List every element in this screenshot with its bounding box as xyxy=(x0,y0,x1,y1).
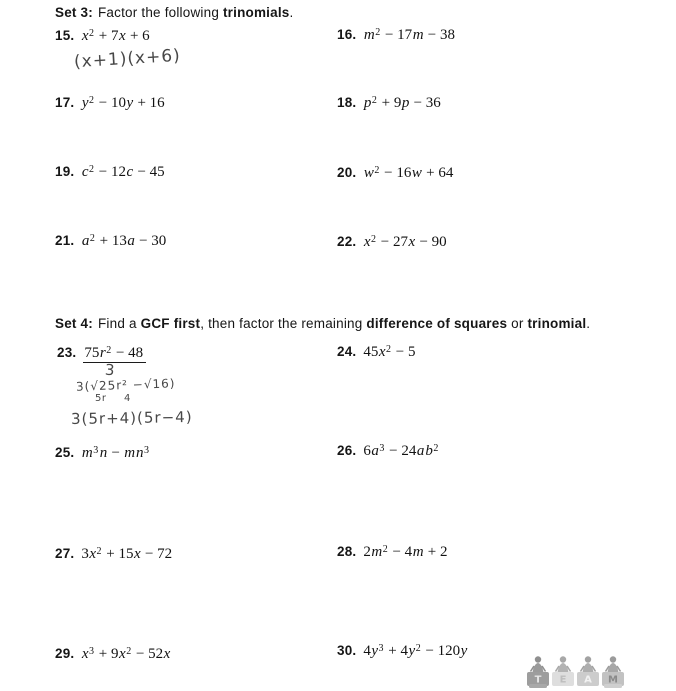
problem-number: 28. xyxy=(337,544,357,559)
problem-number: 16. xyxy=(337,27,357,42)
problem-expression: $y^2 - 10y + 16$ xyxy=(81,95,165,111)
clipart-piece-1 xyxy=(527,656,549,688)
problem-number: 26. xyxy=(337,443,357,458)
problem-number: 29. xyxy=(55,646,75,661)
clipart-piece-4 xyxy=(602,656,624,688)
problem-27 xyxy=(55,545,172,563)
set3-instruction: Factor the following xyxy=(97,5,223,20)
problem-number: 20. xyxy=(337,165,357,180)
set3-header xyxy=(55,5,293,20)
problem-number: 30. xyxy=(337,643,357,658)
problem-21 xyxy=(55,232,166,250)
problem-28 xyxy=(337,543,448,561)
problem-expression: $2m^2 - 4m + 2$ xyxy=(363,544,448,560)
problem-number: 22. xyxy=(337,234,357,249)
problem-number: 15. xyxy=(55,28,75,43)
problem-24 xyxy=(337,343,416,361)
handwritten-step1-23: 3(√25r² −√16) xyxy=(75,376,176,394)
set4-keyword-gcf: GCF first xyxy=(140,316,201,331)
clipart-letter: A xyxy=(584,674,592,686)
problem-26 xyxy=(337,442,439,460)
clipart-piece-3 xyxy=(577,656,599,686)
handwritten-root-left-23: 5r xyxy=(95,393,107,404)
problem-22 xyxy=(337,233,447,251)
set4-keyword-trinomial: trinomial xyxy=(527,316,587,331)
problem-15 xyxy=(55,27,150,45)
problem-expression: $a^2 + 13a - 30$ xyxy=(81,233,167,249)
problem-expression: $x^2 + 7x + 6$ xyxy=(81,28,150,44)
team-clipart xyxy=(526,651,628,691)
set3-period: . xyxy=(289,5,294,20)
problem-number: 19. xyxy=(55,164,75,179)
problem-expression: $4y^3 + 4y^2 - 120y$ xyxy=(363,643,468,659)
handwritten-answer-15: (x+1)(x+6) xyxy=(73,45,182,73)
problem-expression: $x^3 + 9x^2 - 52x$ xyxy=(81,646,171,662)
problem-17 xyxy=(55,94,165,112)
problem-23 xyxy=(57,344,146,362)
set4-instruction-2: , then factor the remaining xyxy=(200,316,367,331)
problem-30 xyxy=(337,642,468,660)
set4-period: . xyxy=(586,316,591,331)
problem-18 xyxy=(337,94,441,112)
clipart-letter: T xyxy=(534,674,542,686)
problem-expression: $m^3$ $n - mn^3$ xyxy=(81,445,150,461)
problem-29 xyxy=(55,645,171,663)
handwritten-root-right-23: 4 xyxy=(124,393,131,404)
set3-keyword: trinomials xyxy=(222,5,290,20)
set4-label: Set 4: xyxy=(55,316,93,331)
clipart-piece-2 xyxy=(552,656,574,686)
handwritten-step2-23: 3(5r+4)(5r−4) xyxy=(70,407,193,429)
problem-19 xyxy=(55,163,165,181)
set3-label: Set 3: xyxy=(55,5,93,20)
problem-expression: $75r^2 - 48$ xyxy=(83,345,146,363)
problem-expression: $w^2 - 16w + 64$ xyxy=(363,165,454,181)
problem-number: 21. xyxy=(55,233,75,248)
set4-instruction-3: or xyxy=(507,316,528,331)
problem-number: 17. xyxy=(55,95,75,110)
problem-expression: $3x^2 + 15x - 72$ xyxy=(81,546,173,562)
problem-expression: $p^2 + 9p - 36$ xyxy=(363,95,441,111)
problem-expression: $m^2 - 17m - 38$ xyxy=(363,27,455,43)
problem-number: 27. xyxy=(55,546,75,561)
problem-expression: $6a^3 - 24ab^2$ xyxy=(363,443,439,459)
set4-instruction-1: Find a xyxy=(97,316,141,331)
handwritten-divisor-23: 3 xyxy=(104,360,117,380)
problem-16 xyxy=(337,26,455,44)
set4-keyword-dos: difference of squares xyxy=(366,316,508,331)
problem-20 xyxy=(337,164,453,182)
problem-25 xyxy=(55,444,150,462)
problem-number: 18. xyxy=(337,95,357,110)
clipart-letter: E xyxy=(559,674,567,686)
clipart-letter: M xyxy=(608,674,618,686)
problem-expression: $c^2 - 12c - 45$ xyxy=(81,164,165,180)
problem-expression: $x^2 - 27x - 90$ xyxy=(363,234,447,250)
problem-expression: $45x^2 - 5$ xyxy=(363,344,416,360)
problem-number: 23. xyxy=(57,345,77,360)
problem-number: 25. xyxy=(55,445,75,460)
set4-header xyxy=(55,316,590,331)
problem-number: 24. xyxy=(337,344,357,359)
